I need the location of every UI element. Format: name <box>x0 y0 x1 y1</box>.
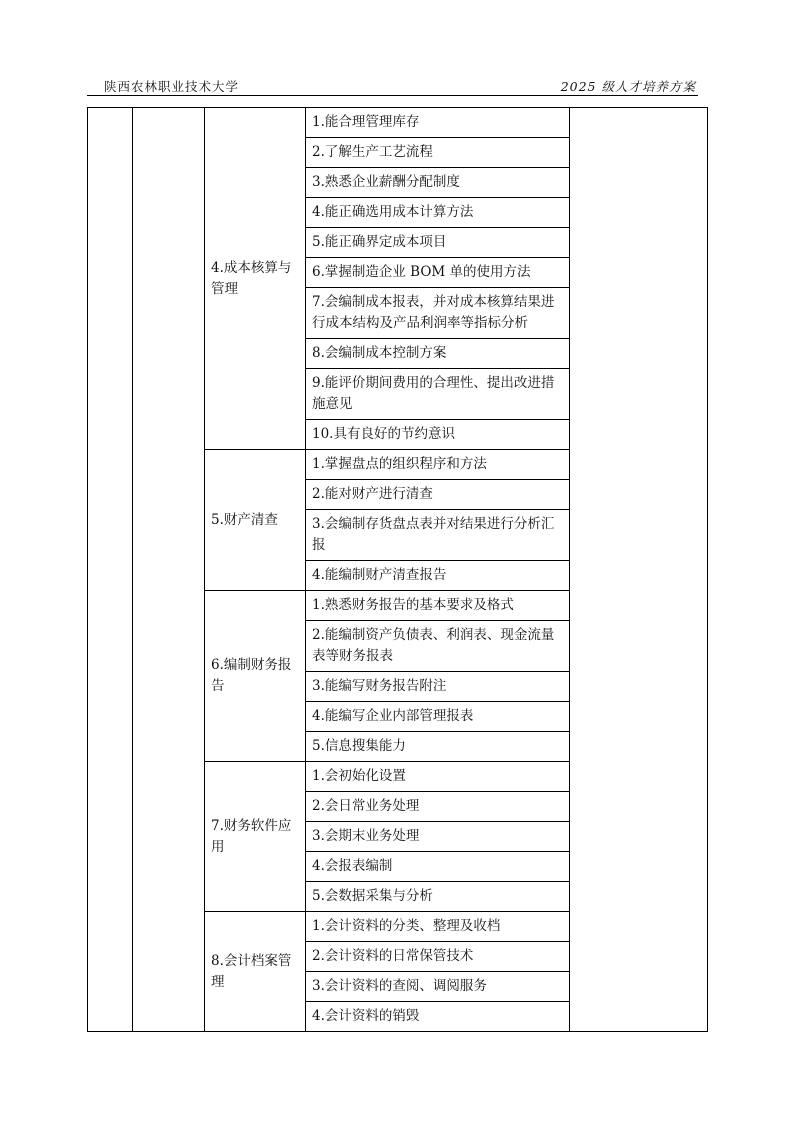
competency-item: 2.了解生产工艺流程 <box>306 138 570 168</box>
competency-item: 1.会初始化设置 <box>306 762 570 792</box>
competency-item: 3.会编制存货盘点表并对结果进行分析汇报 <box>306 510 570 561</box>
competency-item: 3.能编写财务报告附注 <box>306 672 570 702</box>
competency-table <box>87 107 708 1032</box>
table-row <box>88 108 708 138</box>
competency-item: 6.掌握制造企业 BOM 单的使用方法 <box>306 258 570 288</box>
task-cell: 8.会计档案管理 <box>205 912 306 1032</box>
competency-item: 5.会数据采集与分析 <box>306 882 570 912</box>
task-cell: 6.编制财务报告 <box>205 591 306 762</box>
competency-item: 4.能编制财产清查报告 <box>306 561 570 591</box>
competency-item: 5.能正确界定成本项目 <box>306 228 570 258</box>
competency-item: 10.具有良好的节约意识 <box>306 420 570 450</box>
remarks-cell <box>570 108 708 1032</box>
category-cell <box>88 108 133 1032</box>
competency-item: 7.会编制成本报表，并对成本核算结果进行成本结构及产品利润率等指标分析 <box>306 288 570 339</box>
competency-item: 2.会计资料的日常保管技术 <box>306 942 570 972</box>
task-cell: 5.财产清查 <box>205 450 306 591</box>
competency-item: 3.会计资料的查阅、调阅服务 <box>306 972 570 1002</box>
competency-item: 2.能编制资产负债表、利润表、现金流量表等财务报表 <box>306 621 570 672</box>
header-school-name: 陕西农林职业技术大学 <box>104 79 240 94</box>
competency-item: 4.会报表编制 <box>306 852 570 882</box>
competency-table-body <box>88 108 708 1032</box>
competency-item: 2.能对财产进行清查 <box>306 480 570 510</box>
competency-item: 8.会编制成本控制方案 <box>306 339 570 369</box>
competency-item: 1.能合理管理库存 <box>306 108 570 138</box>
competency-item: 9.能评价期间费用的合理性、提出改进措施意见 <box>306 369 570 420</box>
task-cell: 7.财务软件应用 <box>205 762 306 912</box>
competency-item: 4.能编写企业内部管理报表 <box>306 702 570 732</box>
competency-item: 5.信息搜集能力 <box>306 732 570 762</box>
field-cell <box>133 108 205 1032</box>
competency-item: 4.会计资料的销毁 <box>306 1002 570 1032</box>
task-cell: 4.成本核算与管理 <box>205 108 306 450</box>
competency-item: 2.会日常业务处理 <box>306 792 570 822</box>
competency-item: 1.会计资料的分类、整理及收档 <box>306 912 570 942</box>
competency-item: 1.熟悉财务报告的基本要求及格式 <box>306 591 570 621</box>
header-plan-title: 2025 级人才培养方案 <box>560 79 696 94</box>
competency-item: 3.会期末业务处理 <box>306 822 570 852</box>
competency-item: 3.熟悉企业薪酬分配制度 <box>306 168 570 198</box>
competency-item: 1.掌握盘点的组织程序和方法 <box>306 450 570 480</box>
header-rule <box>87 95 698 96</box>
competency-item: 4.能正确选用成本计算方法 <box>306 198 570 228</box>
